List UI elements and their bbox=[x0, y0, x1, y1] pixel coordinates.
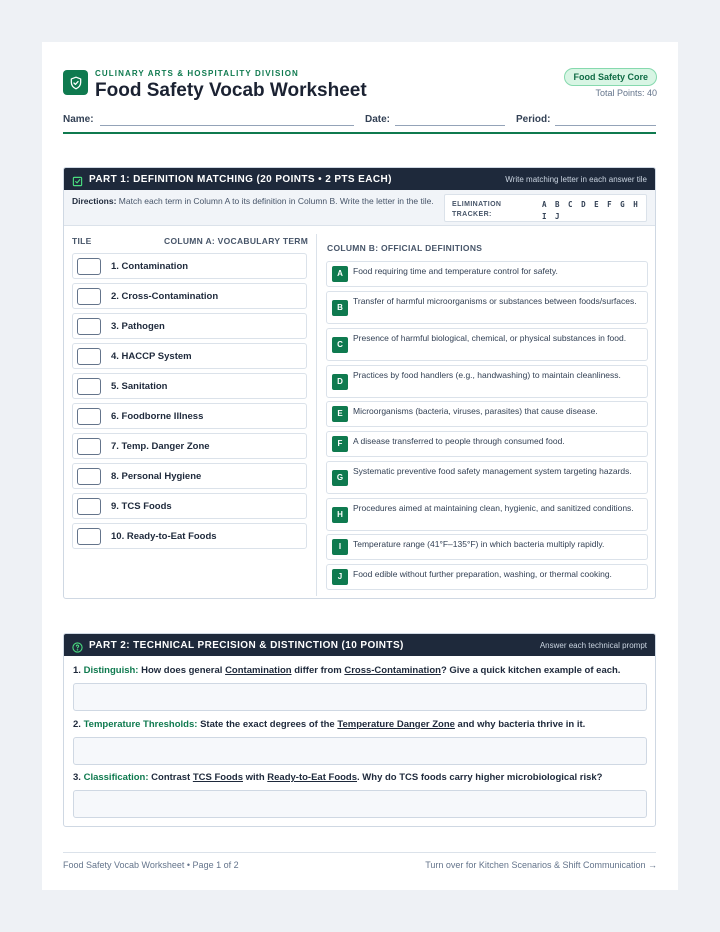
directions-text: Match each term in Column A to its definition in Column B. Write the letter in the tile. bbox=[118, 196, 434, 206]
part2-title: PART 2: TECHNICAL PRECISION & DISTINCTION (10 POINTS) bbox=[89, 639, 404, 651]
checkbox-icon bbox=[72, 174, 83, 185]
definition-row bbox=[326, 534, 648, 560]
part1-note: Write matching letter in each answer tile bbox=[505, 174, 647, 184]
answer-tile[interactable] bbox=[77, 288, 101, 305]
date-field[interactable] bbox=[395, 125, 505, 126]
question-number: 1. bbox=[73, 665, 81, 676]
term-row bbox=[72, 313, 307, 339]
part2-note: Answer each technical prompt bbox=[539, 640, 647, 650]
definition-row bbox=[326, 461, 648, 494]
directions bbox=[72, 195, 442, 207]
question-term: Cross-Contamination bbox=[344, 665, 441, 676]
term-label: 5. Sanitation bbox=[111, 380, 168, 392]
question-keyword: Temperature Thresholds: bbox=[83, 719, 198, 730]
shield-check-icon bbox=[63, 70, 88, 95]
question-text: with bbox=[245, 772, 265, 783]
definition-letter: G bbox=[332, 470, 348, 486]
answer-box-2[interactable] bbox=[73, 737, 647, 765]
definition-row bbox=[326, 261, 648, 287]
question-text: ? Give a quick kitchen example of each. bbox=[440, 665, 621, 676]
definition-text: Transfer of harmful microorganisms or substances between foods/surfaces. bbox=[353, 296, 637, 306]
answer-tile[interactable] bbox=[77, 438, 101, 455]
definition-letter: C bbox=[332, 337, 348, 353]
term-row bbox=[72, 343, 307, 369]
page-title: Food Safety Vocab Worksheet bbox=[95, 80, 367, 101]
answer-tile[interactable] bbox=[77, 378, 101, 395]
part2-header bbox=[64, 634, 655, 656]
help-circle-icon bbox=[72, 640, 83, 651]
definition-text: Presence of harmful biological, chemical, or physical substances in food. bbox=[353, 333, 627, 343]
question-number: 3. bbox=[73, 772, 81, 783]
definition-letter: I bbox=[332, 539, 348, 555]
footer-turn-over: Turn over for Kitchen Scenarios & Shift Communication → bbox=[425, 860, 657, 870]
answer-tile[interactable] bbox=[77, 468, 101, 485]
question-keyword: Classification: bbox=[83, 772, 149, 783]
footer-page-info: Food Safety Vocab Worksheet • Page 1 of 2 bbox=[63, 860, 239, 870]
period-field[interactable] bbox=[555, 125, 656, 126]
definition-text: A disease transferred to people through consumed food. bbox=[353, 436, 565, 446]
answer-tile[interactable] bbox=[77, 528, 101, 545]
directions-label: Directions: bbox=[72, 196, 117, 206]
question-1 bbox=[73, 665, 620, 676]
category-badge: Food Safety Core bbox=[564, 68, 657, 86]
definition-text: Practices by food handlers (e.g., handwashing) to maintain cleanliness. bbox=[353, 370, 621, 380]
definition-text: Temperature range (41°F–135°F) in which bacteria multiply rapidly. bbox=[353, 539, 605, 549]
part2-section bbox=[63, 633, 656, 827]
definition-letter: A bbox=[332, 266, 348, 282]
term-label: 4. HACCP System bbox=[111, 350, 192, 362]
date-label: Date: bbox=[365, 114, 391, 125]
term-label: 7. Temp. Danger Zone bbox=[111, 440, 210, 452]
definition-row bbox=[326, 564, 648, 590]
tracker-label: ELIMINATION TRACKER: bbox=[452, 201, 502, 218]
term-row bbox=[72, 493, 307, 519]
period-label: Period: bbox=[516, 114, 551, 125]
term-label: 10. Ready-to-Eat Foods bbox=[111, 530, 217, 542]
definition-letter: B bbox=[332, 300, 348, 316]
column-a-header: COLUMN A: VOCABULARY TERM bbox=[164, 236, 309, 246]
definition-letter: E bbox=[332, 406, 348, 422]
elimination-tracker bbox=[444, 194, 647, 222]
term-row bbox=[72, 373, 307, 399]
division-label: CULINARY ARTS & HOSPITALITY DIVISION bbox=[95, 69, 299, 78]
definition-letter: H bbox=[332, 507, 348, 523]
tracker-letters[interactable]: A B C D E F G H I J bbox=[542, 200, 640, 221]
question-term: Contamination bbox=[225, 665, 292, 676]
worksheet-page bbox=[42, 42, 678, 890]
total-points: Total Points: 40 bbox=[595, 88, 657, 98]
term-label: 8. Personal Hygiene bbox=[111, 470, 202, 482]
question-text: Contrast bbox=[151, 772, 191, 783]
name-field[interactable] bbox=[100, 125, 354, 126]
answer-box-3[interactable] bbox=[73, 790, 647, 818]
term-label: 2. Cross-Contamination bbox=[111, 290, 219, 302]
question-2 bbox=[73, 719, 585, 730]
question-3 bbox=[73, 772, 602, 783]
term-label: 9. TCS Foods bbox=[111, 500, 172, 512]
term-row bbox=[72, 403, 307, 429]
definition-row bbox=[326, 365, 648, 398]
term-row bbox=[72, 253, 307, 279]
definition-row bbox=[326, 401, 648, 427]
definition-letter: J bbox=[332, 569, 348, 585]
definition-row bbox=[326, 498, 648, 531]
column-b-header: COLUMN B: OFFICIAL DEFINITIONS bbox=[327, 243, 483, 253]
definition-row bbox=[326, 328, 648, 361]
question-term: Temperature Danger Zone bbox=[337, 719, 455, 730]
question-term: Ready-to-Eat Foods bbox=[267, 772, 358, 783]
definition-text: Microorganisms (bacteria, viruses, parasites) that cause disease. bbox=[353, 406, 598, 416]
term-label: 1. Contamination bbox=[111, 260, 189, 272]
part1-header bbox=[64, 168, 655, 190]
question-number: 2. bbox=[73, 719, 81, 730]
answer-box-1[interactable] bbox=[73, 683, 647, 711]
header-divider bbox=[63, 132, 656, 134]
term-row bbox=[72, 433, 307, 459]
definition-row bbox=[326, 431, 648, 457]
question-text: . Why do TCS foods carry higher microbiological risk? bbox=[357, 772, 603, 783]
question-text: State the exact degrees of the bbox=[200, 719, 335, 730]
part1-title: PART 1: DEFINITION MATCHING (20 POINTS • 2 PTS EACH) bbox=[89, 173, 392, 185]
definition-text: Systematic preventive food safety management system targeting hazards. bbox=[353, 466, 632, 476]
definition-text: Food requiring time and temperature control for safety. bbox=[353, 266, 558, 276]
question-text: differ from bbox=[294, 665, 342, 676]
part1-section bbox=[63, 167, 656, 599]
answer-tile[interactable] bbox=[77, 498, 101, 515]
definition-text: Procedures aimed at maintaining clean, hygienic, and sanitized conditions. bbox=[353, 503, 634, 513]
question-text: and why bacteria thrive in it. bbox=[457, 719, 586, 730]
term-row bbox=[72, 523, 307, 549]
answer-tile[interactable] bbox=[77, 318, 101, 335]
name-label: Name: bbox=[63, 114, 94, 125]
term-row bbox=[72, 463, 307, 489]
term-label: 6. Foodborne Illness bbox=[111, 410, 204, 422]
definition-row bbox=[326, 291, 648, 324]
answer-tile[interactable] bbox=[77, 408, 101, 425]
question-term: TCS Foods bbox=[192, 772, 243, 783]
answer-tile[interactable] bbox=[77, 258, 101, 275]
question-keyword: Distinguish: bbox=[83, 665, 139, 676]
tile-column-header: TILE bbox=[72, 236, 92, 246]
directions-bar bbox=[64, 190, 655, 226]
definition-letter: F bbox=[332, 436, 348, 452]
term-row bbox=[72, 283, 307, 309]
term-label: 3. Pathogen bbox=[111, 320, 165, 332]
definition-letter: D bbox=[332, 374, 348, 390]
answer-tile[interactable] bbox=[77, 348, 101, 365]
question-text: How does general bbox=[141, 665, 223, 676]
footer-divider bbox=[63, 852, 656, 853]
definition-text: Food edible without further preparation, washing, or thermal cooking. bbox=[353, 569, 612, 579]
column-divider bbox=[316, 234, 317, 596]
